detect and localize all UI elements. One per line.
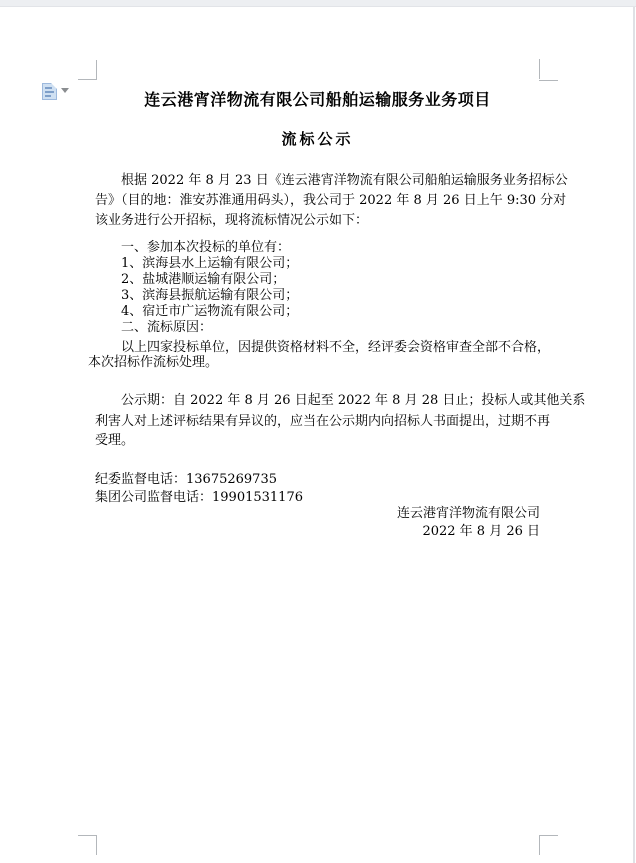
contact-discipline-phone: 纪委监督电话：13675269735	[95, 472, 277, 487]
list-item: 二、流标原因：	[121, 320, 213, 335]
list-item: 3、滨海县振航运输有限公司；	[121, 288, 299, 303]
crop-mark-bottom-left-vertical	[96, 835, 97, 855]
paragraph1-line1: 根据 2022 年 8 月 23 日《连云港宵洋物流有限公司船舶运输服务业务招标公	[121, 173, 568, 188]
chevron-down-icon[interactable]	[61, 88, 69, 93]
doc-heading: 流标公示	[281, 130, 354, 148]
paragraph3-line1: 公示期：自 2022 年 8 月 26 日起至 2022 年 8 月 28 日止；投标人或其他关系	[121, 393, 586, 408]
crop-mark-bottom-right-horizontal	[539, 835, 558, 836]
crop-mark-top-left-horizontal	[78, 79, 97, 80]
window-top-strip	[0, 0, 636, 7]
crop-mark-top-right-vertical	[539, 59, 540, 79]
crop-mark-top-right-horizontal	[539, 80, 558, 81]
clipboard-paste-icon[interactable]	[42, 83, 57, 100]
paragraph3-line3: 受理。	[95, 433, 135, 448]
crop-mark-bottom-right-vertical	[539, 835, 540, 855]
paragraph2-line1: 以上四家投标单位，因提供资格材料不全，经评委会资格审查全部不合格，	[121, 340, 551, 355]
contact-group-phone: 集团公司监督电话：19901531176	[95, 490, 303, 505]
paste-options-button[interactable]	[42, 83, 72, 101]
signature-company: 连云港宵洋物流有限公司	[396, 506, 540, 521]
paragraph3-line2: 利害人对上述评标结果有异议的，应当在公示期内向招标人书面提出，过期不再	[95, 414, 551, 429]
list-item: 4、宿迁市广运物流有限公司；	[121, 304, 299, 319]
list-item: 1、滨海县水上运输有限公司；	[121, 256, 299, 271]
page-title: 连云港宵洋物流有限公司船舶运输服务业务项目	[144, 90, 491, 109]
signature-date: 2022 年 8 月 26 日	[422, 524, 540, 539]
page-right-edge	[633, 7, 635, 863]
paragraph2-line2: 本次招标作流标处理。	[88, 355, 219, 370]
paragraph1-line2: 告》（目的地：淮安苏淮通用码头），我公司于 2022 年 8 月 26 日上午 9:30 分对	[95, 193, 567, 208]
list-item: 一、参加本次投标的单位有：	[121, 240, 291, 255]
paragraph1-line3: 该业务进行公开招标，现将流标情况公示如下：	[95, 213, 369, 228]
crop-mark-bottom-left-horizontal	[78, 835, 97, 836]
crop-mark-top-left-vertical	[96, 60, 97, 80]
list-item: 2、盐城港顺运输有限公司；	[121, 272, 286, 287]
